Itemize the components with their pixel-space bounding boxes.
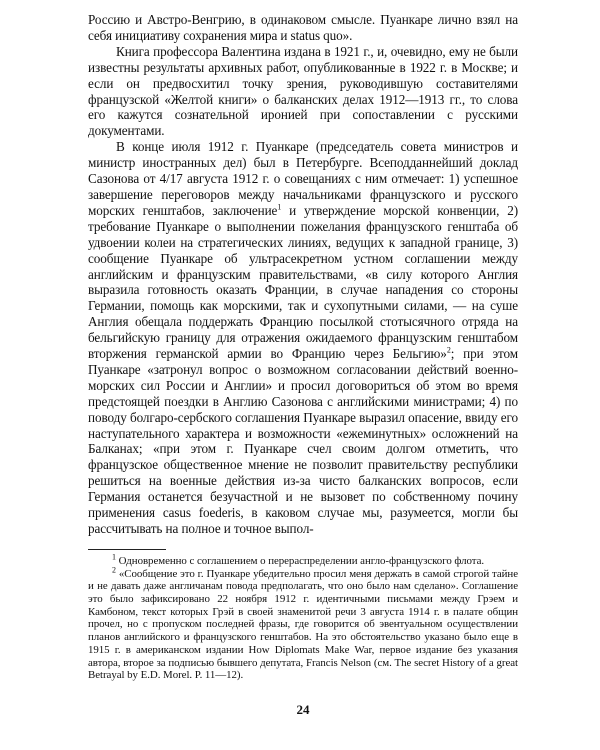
paragraph-3 xyxy=(88,139,518,537)
footnote-1-text: Одновременно с соглашением о перераспределении англо-французского флота. xyxy=(115,554,485,567)
footnote-2 xyxy=(88,564,518,682)
footnote-1 xyxy=(88,552,518,568)
page-number: 24 xyxy=(296,702,310,717)
paragraph-1: Россию и Австро-Венгрию, в одинаковом смысле. Пуанкаре лично взял на себя инициативу сохранения мира и status quo». xyxy=(88,12,518,43)
footnote-2-text: «Сообщение это г. Пуанкаре убедительно просил меня держать в самой строгой тайне и не давать даже англичанам повода предполагать, что оно было нам сделано». Соглашение это было зафиксировано 22 ноября 1912 г. идентичными письмами между Грэем и Камбоном, текст которых Грэй в своей знаменитой речи 3 августа 1914 г. в палате общин прочел, но с пропуском последней фразы, где говорится об эвентуальном осуществлении планов английского и французского генштабов. На это обстоятельство указано было еще в 1915 г. в американском издании How Diplomats Make War, первое издание без указания автора, второе за подписью бывшего депутата, Francis Nelson (см. The secret History of a great Betrayal by E.D. Morel. P. 11—12). xyxy=(88,567,518,682)
footnote-divider xyxy=(88,549,166,550)
paragraph-3-part-a: В конце июля 1912 г. Пуанкаре (председатель совета министров и министр иностранных дел) был в Петербурге. Всеподданнейший доклад Сазонова от 4/17 августа 1912 г. о совещаниях с ним отмечает: 1) успешное завершение переговоров между начальниками французского и русского морских генштабов, заключение xyxy=(88,139,518,218)
paragraph-2: Книга профессора Валентина издана в 1921 г., и, очевидно, ему не были известны результаты архивных работ, опубликованные в 1922 г. в Москве; и если он предвосхитил точку зрения, руководившую составителями французской «Желтой книги» о балканских делах 1912—1913 гг., то слова его кажутся сознательной иронией при сопоставлении с русскими документами. xyxy=(88,43,518,139)
footnotes xyxy=(88,552,518,682)
main-text xyxy=(88,12,518,537)
footnote-ref-1: 1 xyxy=(277,202,282,212)
paragraph-3-part-b: и утверждение морской конвенции, 2) требование Пуанкаре о выполнении пожелания французского генштаба об удвоении колеи на стратегических линиях, ведущих к западной границе, 3) сообщение Пуанкаре об ультрасекретном устном соглашении между английским и французским правительствами, «в силу которого Англия выразила готовность оказать Франции, в случае нападения со стороны Германии, помощь как морскими, так и сухопутными силами, — на суше Англия обещала поддержать Францию посылкой стотысячного отряда на бельгийскую границу для отражения ожидаемого французским генштабом вторжения германской армии во Францию через Бельгию» xyxy=(88,202,518,362)
book-page xyxy=(88,12,518,737)
paragraph-3-part-c: ; при этом Пуанкаре «затронул вопрос о возможном согласовании действий военно-морских сил России и Англии» и просил договориться об этом во время предстоящей поездки в Англию Сазонова с английскими министрами; 4) по поводу болгаро-сербского соглашения Пуанкаре выразил опасение, ввиду его наступательного характера и возможности «ежеминутных» осложнений на Балканах; «при этом г. Пуанкаре счел своим долгом отметить, что французское общественное мнение не позволит правительству республики решиться на военные действия из-за чисто балканских вопросов, если Германия останется безучастной и не вызовет по собственному почину применения casus foederis, в каковом случае мы, разумеется, могли бы рассчитывать на полное и точное выпол- xyxy=(88,346,518,536)
footnote-1-mark: 1 xyxy=(112,552,116,562)
footnote-ref-2: 2 xyxy=(446,345,451,355)
footnote-2-mark: 2 xyxy=(112,564,116,574)
